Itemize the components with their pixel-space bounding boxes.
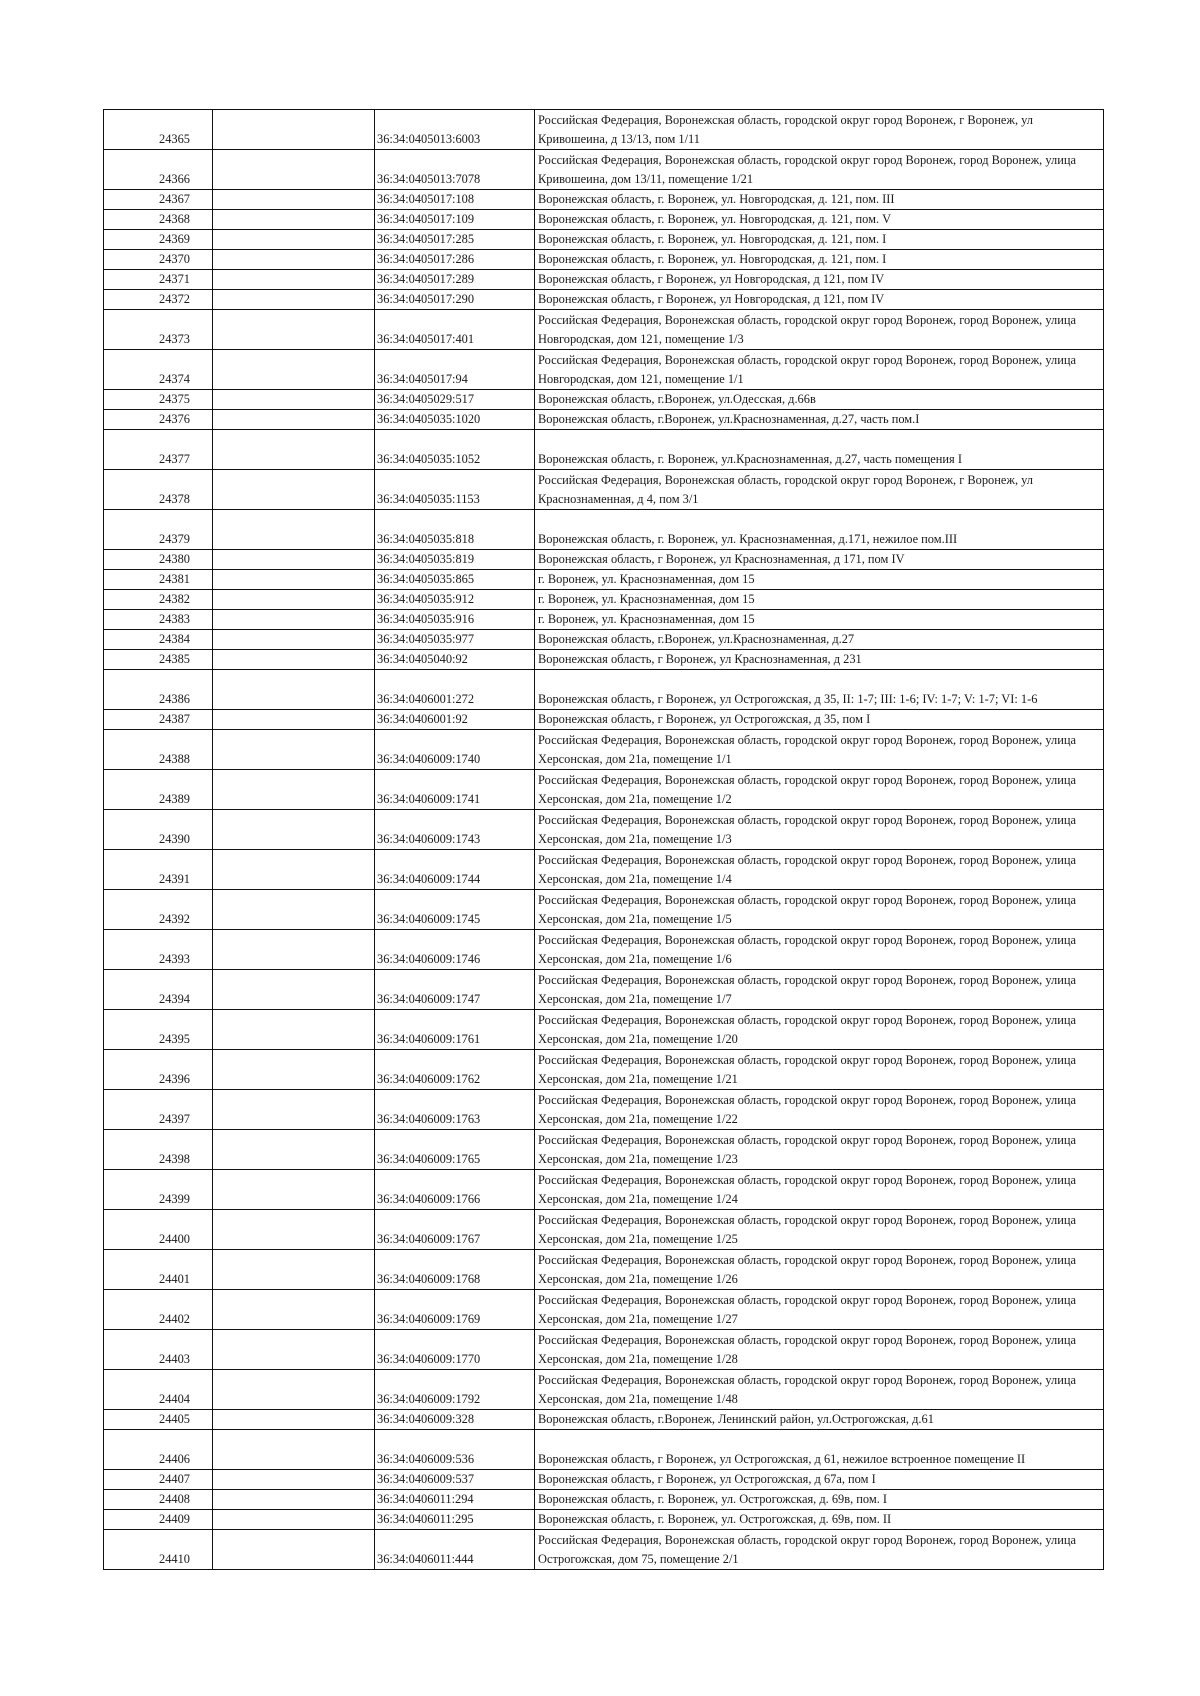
empty-cell [213,1410,375,1430]
table-row [104,1470,1104,1490]
table-row [104,810,1104,850]
table-row [104,770,1104,810]
address-cell: Воронежская область, г. Воронеж, ул.Краснознаменная, д.27, часть помещения I [535,430,1104,470]
address-cell: Российская Федерация, Воронежская область, городской округ город Воронеж, город Воронеж, улица Херсонская, дом 21а, помещение 1/28 [535,1330,1104,1370]
table-row [104,550,1104,570]
empty-cell [213,410,375,430]
table-row [104,190,1104,210]
cadastral-number-cell: 36:34:0405040:92 [375,650,535,670]
table-row [104,1410,1104,1430]
address-cell: г. Воронеж, ул. Краснознаменная, дом 15 [535,570,1104,590]
address-cell: Воронежская область, г Воронеж, ул Острогожская, д 67а, пом I [535,1470,1104,1490]
address-cell: Российская Федерация, Воронежская область, городской округ город Воронеж, г Воронеж, ул Кривошеина, д 13/13, пом 1/11 [535,110,1104,150]
empty-cell [213,290,375,310]
address-cell: Российская Федерация, Воронежская область, городской округ город Воронеж, город Воронеж, улица Херсонская, дом 21а, помещение 1/5 [535,890,1104,930]
cadastral-number-cell: 36:34:0406009:1762 [375,1050,535,1090]
table-row [104,1130,1104,1170]
empty-cell [213,1470,375,1490]
cadastral-number-cell: 36:34:0406009:328 [375,1410,535,1430]
row-number-cell: 24368 [104,210,213,230]
table-row [104,270,1104,290]
cadastral-number-cell: 36:34:0406009:1792 [375,1370,535,1410]
table-row [104,1330,1104,1370]
row-number-cell: 24405 [104,1410,213,1430]
address-cell: Российская Федерация, Воронежская область, городской округ город Воронеж, город Воронеж, улица Херсонская, дом 21а, помещение 1/24 [535,1170,1104,1210]
cadastral-number-cell: 36:34:0406001:272 [375,670,535,710]
table-row [104,290,1104,310]
empty-cell [213,930,375,970]
row-number-cell: 24366 [104,150,213,190]
cadastral-number-cell: 36:34:0405035:912 [375,590,535,610]
row-number-cell: 24393 [104,930,213,970]
empty-cell [213,1330,375,1370]
table-row [104,1050,1104,1090]
address-cell: Воронежская область, г. Воронеж, ул. Новгородская, д. 121, пом. I [535,230,1104,250]
row-number-cell: 24372 [104,290,213,310]
table-row [104,1210,1104,1250]
empty-cell [213,430,375,470]
cadastral-number-cell: 36:34:0406009:1746 [375,930,535,970]
table-row [104,430,1104,470]
cadastral-number-cell: 36:34:0406011:295 [375,1510,535,1530]
cadastral-number-cell: 36:34:0406009:1741 [375,770,535,810]
empty-cell [213,570,375,590]
address-cell: г. Воронеж, ул. Краснознаменная, дом 15 [535,590,1104,610]
property-register-table [103,109,1104,1570]
address-cell: Российская Федерация, Воронежская область, городской округ город Воронеж, город Воронеж, улица Херсонская, дом 21а, помещение 1/26 [535,1250,1104,1290]
row-number-cell: 24392 [104,890,213,930]
table-row [104,350,1104,390]
empty-cell [213,350,375,390]
empty-cell [213,1170,375,1210]
row-number-cell: 24374 [104,350,213,390]
empty-cell [213,610,375,630]
table-row [104,410,1104,430]
address-cell: Российская Федерация, Воронежская область, городской округ город Воронеж, город Воронеж, улица Кривошеина, дом 13/11, помещение 1/21 [535,150,1104,190]
table-row [104,670,1104,710]
cadastral-number-cell: 36:34:0405017:94 [375,350,535,390]
address-cell: Воронежская область, г Воронеж, ул Новгородская, д 121, пом IV [535,270,1104,290]
row-number-cell: 24369 [104,230,213,250]
address-cell: Российская Федерация, Воронежская область, городской округ город Воронеж, город Воронеж, улица Херсонская, дом 21а, помещение 1/3 [535,810,1104,850]
row-number-cell: 24389 [104,770,213,810]
cadastral-number-cell: 36:34:0406011:294 [375,1490,535,1510]
row-number-cell: 24375 [104,390,213,410]
table-row [104,630,1104,650]
empty-cell [213,1090,375,1130]
address-cell: Российская Федерация, Воронежская область, городской округ город Воронеж, город Воронеж, улица Новгородская, дом 121, помещение 1/3 [535,310,1104,350]
address-cell: Воронежская область, г. Воронеж, ул. Новгородская, д. 121, пом. V [535,210,1104,230]
table-row [104,390,1104,410]
table-row [104,1530,1104,1570]
cadastral-number-cell: 36:34:0406009:536 [375,1430,535,1470]
row-number-cell: 24371 [104,270,213,290]
empty-cell [213,550,375,570]
address-cell: Воронежская область, г Воронеж, ул Острогожская, д 35, пом I [535,710,1104,730]
table-row [104,470,1104,510]
cadastral-number-cell: 36:34:0406009:1766 [375,1170,535,1210]
row-number-cell: 24406 [104,1430,213,1470]
cadastral-number-cell: 36:34:0405017:109 [375,210,535,230]
address-cell: Российская Федерация, Воронежская область, городской округ город Воронеж, город Воронеж, улица Херсонская, дом 21а, помещение 1/25 [535,1210,1104,1250]
address-cell: Воронежская область, г. Воронеж, ул. Острогожская, д. 69в, пом. I [535,1490,1104,1510]
table-row [104,1290,1104,1330]
cadastral-number-cell: 36:34:0406009:1747 [375,970,535,1010]
table-row [104,570,1104,590]
row-number-cell: 24391 [104,850,213,890]
row-number-cell: 24382 [104,590,213,610]
address-cell: Российская Федерация, Воронежская область, городской округ город Воронеж, город Воронеж, улица Херсонская, дом 21а, помещение 1/2 [535,770,1104,810]
address-cell: Российская Федерация, Воронежская область, городской округ город Воронеж, город Воронеж, улица Херсонская, дом 21а, помещение 1/7 [535,970,1104,1010]
table-row [104,1430,1104,1470]
cadastral-number-cell: 36:34:0406009:1745 [375,890,535,930]
table-row [104,1250,1104,1290]
empty-cell [213,470,375,510]
empty-cell [213,590,375,610]
empty-cell [213,110,375,150]
table-row [104,230,1104,250]
row-number-cell: 24367 [104,190,213,210]
address-cell: Воронежская область, г Воронеж, ул Краснознаменная, д 231 [535,650,1104,670]
row-number-cell: 24396 [104,1050,213,1090]
row-number-cell: 24397 [104,1090,213,1130]
table-row [104,1370,1104,1410]
empty-cell [213,1010,375,1050]
cadastral-number-cell: 36:34:0406009:1740 [375,730,535,770]
empty-cell [213,230,375,250]
cadastral-number-cell: 36:34:0405035:1052 [375,430,535,470]
row-number-cell: 24365 [104,110,213,150]
empty-cell [213,770,375,810]
empty-cell [213,1130,375,1170]
table-row [104,110,1104,150]
row-number-cell: 24379 [104,510,213,550]
row-number-cell: 24385 [104,650,213,670]
address-cell: Воронежская область, г Воронеж, ул Новгородская, д 121, пом IV [535,290,1104,310]
row-number-cell: 24404 [104,1370,213,1410]
table-row [104,930,1104,970]
row-number-cell: 24376 [104,410,213,430]
cadastral-number-cell: 36:34:0405035:977 [375,630,535,650]
cadastral-number-cell: 36:34:0406009:1765 [375,1130,535,1170]
row-number-cell: 24408 [104,1490,213,1510]
row-number-cell: 24398 [104,1130,213,1170]
row-number-cell: 24383 [104,610,213,630]
row-number-cell: 24410 [104,1530,213,1570]
empty-cell [213,970,375,1010]
empty-cell [213,270,375,290]
empty-cell [213,310,375,350]
cadastral-number-cell: 36:34:0405035:1020 [375,410,535,430]
address-cell: Воронежская область, г.Воронеж, Ленинский район, ул.Острогожская, д.61 [535,1410,1104,1430]
cadastral-number-cell: 36:34:0405035:819 [375,550,535,570]
empty-cell [213,1250,375,1290]
cadastral-number-cell: 36:34:0405035:1153 [375,470,535,510]
cadastral-number-cell: 36:34:0406011:444 [375,1530,535,1570]
empty-cell [213,890,375,930]
cadastral-number-cell: 36:34:0406009:1743 [375,810,535,850]
table-row [104,1090,1104,1130]
address-cell: Российская Федерация, Воронежская область, городской округ город Воронеж, город Воронеж, улица Херсонская, дом 21а, помещение 1/22 [535,1090,1104,1130]
address-cell: Российская Федерация, Воронежская область, городской округ город Воронеж, город Воронеж, улица Херсонская, дом 21а, помещение 1/20 [535,1010,1104,1050]
table-row [104,1010,1104,1050]
address-cell: Воронежская область, г. Воронеж, ул. Острогожская, д. 69в, пом. II [535,1510,1104,1530]
address-cell: г. Воронеж, ул. Краснознаменная, дом 15 [535,610,1104,630]
address-cell: Российская Федерация, Воронежская область, городской округ город Воронеж, город Воронеж, улица Новгородская, дом 121, помещение 1/1 [535,350,1104,390]
cadastral-number-cell: 36:34:0405017:285 [375,230,535,250]
empty-cell [213,630,375,650]
address-cell: Российская Федерация, Воронежская область, городской округ город Воронеж, город Воронеж, улица Острогожская, дом 75, помещение 2/1 [535,1530,1104,1570]
address-cell: Российская Федерация, Воронежская область, городской округ город Воронеж, г Воронеж, ул Краснознаменная, д 4, пом 3/1 [535,470,1104,510]
table-row [104,970,1104,1010]
address-cell: Воронежская область, г Воронеж, ул Острогожская, д 35, II: 1-7; III: 1-6; IV: 1-7; V: 1-7; VI: 1-6 [535,670,1104,710]
row-number-cell: 24381 [104,570,213,590]
empty-cell [213,210,375,230]
address-cell: Воронежская область, г. Воронеж, ул. Краснознаменная, д.171, нежилое пом.III [535,510,1104,550]
table-row [104,1490,1104,1510]
cadastral-number-cell: 36:34:0406009:1768 [375,1250,535,1290]
table-row [104,210,1104,230]
table-row [104,650,1104,670]
table-row [104,1170,1104,1210]
row-number-cell: 24378 [104,470,213,510]
address-cell: Российская Федерация, Воронежская область, городской округ город Воронеж, город Воронеж, улица Херсонская, дом 21а, помещение 1/1 [535,730,1104,770]
table-row [104,710,1104,730]
row-number-cell: 24377 [104,430,213,470]
cadastral-number-cell: 36:34:0406009:1744 [375,850,535,890]
address-cell: Воронежская область, г Воронеж, ул Острогожская, д 61, нежилое встроенное помещение II [535,1430,1104,1470]
table-body [104,110,1104,1570]
empty-cell [213,730,375,770]
empty-cell [213,1430,375,1470]
row-number-cell: 24373 [104,310,213,350]
cadastral-number-cell: 36:34:0406009:537 [375,1470,535,1490]
table-row [104,510,1104,550]
empty-cell [213,650,375,670]
address-cell: Воронежская область, г.Воронеж, ул.Краснознаменная, д.27 [535,630,1104,650]
row-number-cell: 24401 [104,1250,213,1290]
empty-cell [213,670,375,710]
address-cell: Российская Федерация, Воронежская область, городской округ город Воронеж, город Воронеж, улица Херсонская, дом 21а, помещение 1/48 [535,1370,1104,1410]
row-number-cell: 24390 [104,810,213,850]
row-number-cell: 24380 [104,550,213,570]
cadastral-number-cell: 36:34:0405035:916 [375,610,535,630]
empty-cell [213,1050,375,1090]
cadastral-number-cell: 36:34:0405035:865 [375,570,535,590]
address-cell: Воронежская область, г.Воронеж, ул.Одесская, д.66в [535,390,1104,410]
row-number-cell: 24394 [104,970,213,1010]
empty-cell [213,150,375,190]
empty-cell [213,1290,375,1330]
row-number-cell: 24370 [104,250,213,270]
address-cell: Российская Федерация, Воронежская область, городской округ город Воронеж, город Воронеж, улица Херсонская, дом 21а, помещение 1/23 [535,1130,1104,1170]
cadastral-number-cell: 36:34:0405013:7078 [375,150,535,190]
address-cell: Российская Федерация, Воронежская область, городской округ город Воронеж, город Воронеж, улица Херсонская, дом 21а, помещение 1/6 [535,930,1104,970]
row-number-cell: 24395 [104,1010,213,1050]
cadastral-number-cell: 36:34:0405017:290 [375,290,535,310]
cadastral-number-cell: 36:34:0406009:1769 [375,1290,535,1330]
empty-cell [213,250,375,270]
empty-cell [213,1510,375,1530]
cadastral-number-cell: 36:34:0405017:401 [375,310,535,350]
cadastral-number-cell: 36:34:0405013:6003 [375,110,535,150]
table-row [104,730,1104,770]
row-number-cell: 24409 [104,1510,213,1530]
address-cell: Российская Федерация, Воронежская область, городской округ город Воронеж, город Воронеж, улица Херсонская, дом 21а, помещение 1/27 [535,1290,1104,1330]
row-number-cell: 24407 [104,1470,213,1490]
cadastral-number-cell: 36:34:0405029:517 [375,390,535,410]
empty-cell [213,850,375,890]
address-cell: Российская Федерация, Воронежская область, городской округ город Воронеж, город Воронеж, улица Херсонская, дом 21а, помещение 1/21 [535,1050,1104,1090]
row-number-cell: 24403 [104,1330,213,1370]
row-number-cell: 24384 [104,630,213,650]
cadastral-number-cell: 36:34:0406009:1763 [375,1090,535,1130]
cadastral-number-cell: 36:34:0406001:92 [375,710,535,730]
empty-cell [213,190,375,210]
cadastral-number-cell: 36:34:0405017:108 [375,190,535,210]
table-row [104,1510,1104,1530]
empty-cell [213,810,375,850]
address-cell: Российская Федерация, Воронежская область, городской округ город Воронеж, город Воронеж, улица Херсонская, дом 21а, помещение 1/4 [535,850,1104,890]
row-number-cell: 24399 [104,1170,213,1210]
address-cell: Воронежская область, г.Воронеж, ул.Краснознаменная, д.27, часть пом.I [535,410,1104,430]
row-number-cell: 24387 [104,710,213,730]
cadastral-number-cell: 36:34:0406009:1770 [375,1330,535,1370]
cadastral-number-cell: 36:34:0405035:818 [375,510,535,550]
address-cell: Воронежская область, г. Воронеж, ул. Новгородская, д. 121, пом. III [535,190,1104,210]
empty-cell [213,1370,375,1410]
cadastral-number-cell: 36:34:0406009:1761 [375,1010,535,1050]
address-cell: Воронежская область, г. Воронеж, ул. Новгородская, д. 121, пом. I [535,250,1104,270]
table-row [104,310,1104,350]
empty-cell [213,390,375,410]
empty-cell [213,1210,375,1250]
empty-cell [213,1530,375,1570]
table-row [104,590,1104,610]
table-row [104,150,1104,190]
row-number-cell: 24388 [104,730,213,770]
row-number-cell: 24402 [104,1290,213,1330]
cadastral-number-cell: 36:34:0405017:289 [375,270,535,290]
table-row [104,850,1104,890]
cadastral-number-cell: 36:34:0406009:1767 [375,1210,535,1250]
row-number-cell: 24386 [104,670,213,710]
cadastral-number-cell: 36:34:0405017:286 [375,250,535,270]
address-cell: Воронежская область, г Воронеж, ул Краснознаменная, д 171, пом IV [535,550,1104,570]
table-row [104,250,1104,270]
empty-cell [213,510,375,550]
table-row [104,890,1104,930]
row-number-cell: 24400 [104,1210,213,1250]
empty-cell [213,1490,375,1510]
empty-cell [213,710,375,730]
table-row [104,610,1104,630]
